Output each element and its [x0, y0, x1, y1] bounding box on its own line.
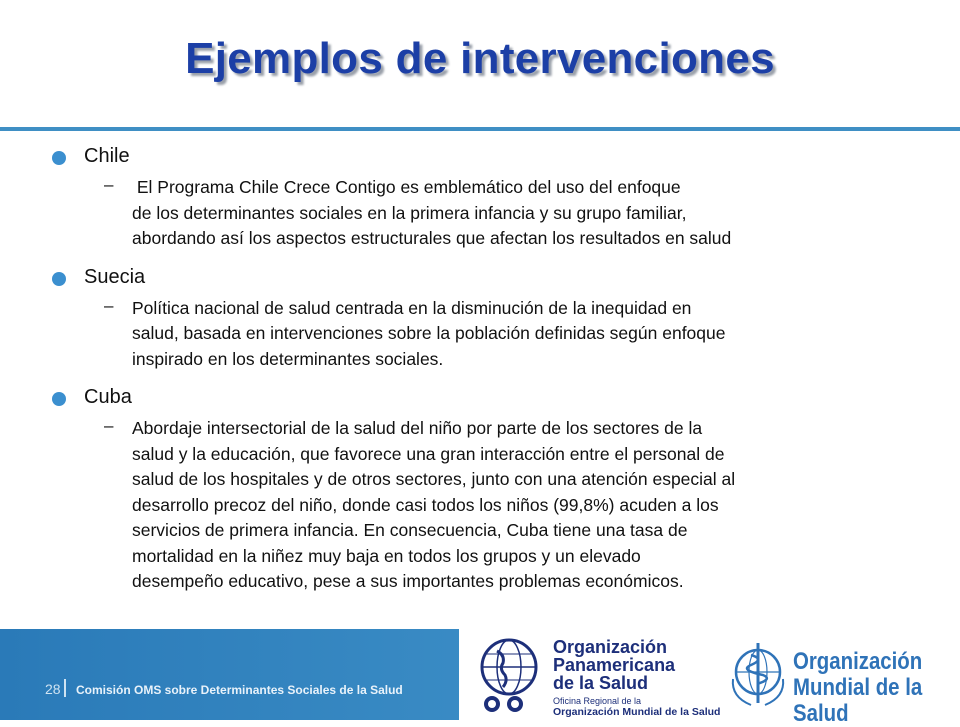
section-label: Cuba [84, 386, 132, 408]
section-label: Chile [84, 145, 130, 167]
text-line: salud, basada en intervenciones sobre la población definidas según enfoque [132, 323, 726, 343]
ops-globe-emblem-icon [473, 637, 545, 713]
footer-separator [64, 679, 66, 697]
who-name [793, 649, 935, 727]
text-line: desarrollo precoz del niño, donde casi todos los niños (99,8%) acuden a los [132, 494, 719, 515]
text-line: Política nacional de salud centrada en la disminución de la inequidad en [132, 297, 692, 318]
bullet-dot-icon [52, 151, 66, 165]
logos-panel [459, 629, 960, 727]
ops-name-line: Panamericana [553, 655, 676, 675]
ops-subtitle-line: Organización Mundial de la Salud [553, 706, 721, 718]
page-number: 28 [45, 681, 61, 697]
ops-subtitle [553, 696, 720, 718]
slide-content [52, 145, 932, 609]
ops-name-line: Organización [553, 637, 668, 657]
title-divider [0, 127, 960, 131]
ops-subtitle-line: Oficina Regional de la [553, 696, 642, 706]
dash-marker: – [104, 175, 114, 194]
ops-name [553, 638, 675, 692]
text-line: salud de los hospitales y de otros sectores, junto con una atención especial al [132, 469, 736, 489]
dash-marker: – [104, 416, 114, 435]
bullet-dot-icon [52, 392, 66, 406]
who-name-line: Organización [793, 648, 923, 675]
who-emblem-icon [727, 639, 789, 711]
text-line: Abordaje intersectorial de la salud del niño por parte de los sectores de la [132, 418, 703, 438]
text-line: desempeño educativo, pese a sus importantes problemas económicos. [132, 571, 684, 591]
section-suecia [52, 266, 932, 373]
text-line: El Programa Chile Crece Contigo es emblemático del uso del enfoque [132, 177, 681, 197]
text-line: salud y la educación, que favorece una gran interacción entre el personal de [132, 443, 725, 464]
bullet-dot-icon [52, 272, 66, 286]
text-line: mortalidad en la niñez muy baja en todos los grupos y un elevado [132, 545, 641, 566]
footer-bar [0, 629, 960, 727]
who-name-line: Mundial de la Salud [793, 674, 923, 727]
text-line: de los determinantes sociales en la primera infancia y su grupo familiar, [132, 202, 687, 223]
ops-name-line: de la Salud [553, 673, 649, 693]
footer-commission-text: Comisión OMS sobre Determinantes Sociales de la Salud [76, 683, 403, 697]
section-label: Suecia [84, 265, 146, 288]
section-chile [52, 145, 932, 252]
dash-marker: – [104, 295, 114, 315]
text-line: servicios de primera infancia. En consecuencia, Cuba tiene una tasa de [132, 520, 688, 540]
page-title: Ejemplos de intervenciones [185, 34, 775, 83]
text-line: abordando así los aspectos estructurales que afectan los resultados en salud [132, 228, 732, 248]
section-cuba [52, 386, 932, 595]
text-line: inspirado en los determinantes sociales. [132, 348, 444, 369]
